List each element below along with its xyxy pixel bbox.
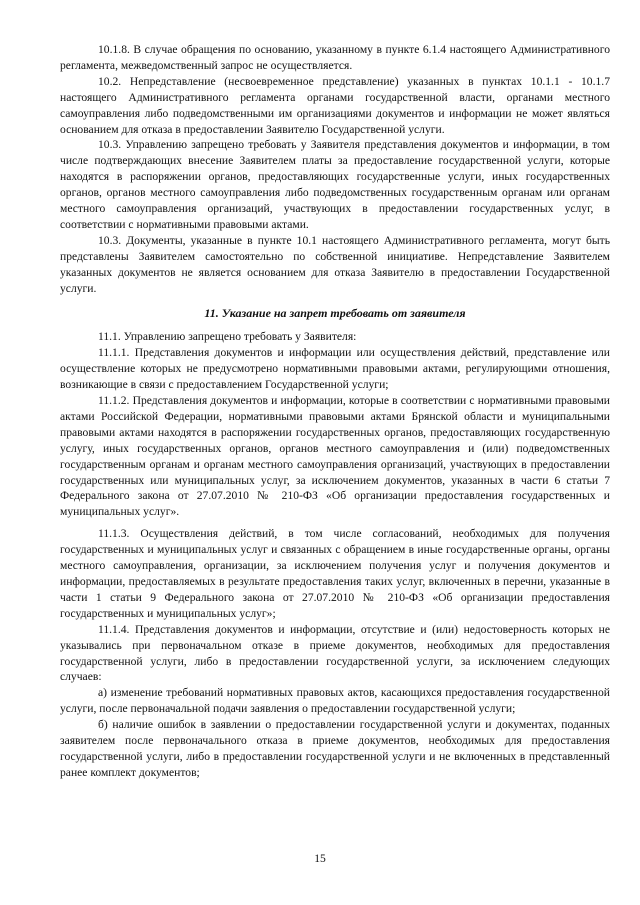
paragraph-10-3-a: 10.3. Управлению запрещено требовать у Заявителя представления документов и информации, в том числе подтверждающих внесение Заявителем платы за предоставление государственной услуги, которые находятся в распоряжении органов, предоставляющих государственные услуги, иных государственных органов, органов местного самоуправления либо подведомственных государственным органам или органам местного самоуправления организаций, участвующих в предоставлении государственных услуг, в соответствии с нормативными правовыми актами. [60,138,610,231]
paragraph-10-2: 10.2. Непредставление (несвоевременное представление) указанных в пунктах 10.1.1 - 10.1.7 настоящего Административного регламента органами государственной власти, органами местного самоуправления либо подведомственными им организациями документов и информации не может являться основанием для отказа в предоставлении Заявителю Государственной услуги. [60,74,610,136]
paragraph-10-3-b: 10.3. Документы, указанные в пункте 10.1 настоящего Административного регламента, могут быть представлены Заявителем самостоятельно по собственной инициативе. Непредставление Заявителем указанных документов не является основанием для отказа Заявителю в предоставлении Государственной услуги. [60,233,610,295]
document-page [60,42,610,781]
page-number: 15 [314,852,326,865]
paragraph-11-1-4: 11.1.4. Представления документов и информации, отсутствие и (или) недостоверность которых не указывались при первоначальном отказе в приеме документов, необходимых для предоставления государственной услуги, либо в предоставлении государственной услуги, за исключением следующих случаев: [60,622,610,684]
paragraph-11-1-1: 11.1.1. Представления документов и информации или осуществления действий, представление или осуществление которых не предусмотрено нормативными правовыми актами, регулирующими отношения, возникающие в связи с предоставлением Государственной услуги; [60,346,610,392]
paragraph-10-1-8: 10.1.8. В случае обращения по основанию, указанному в пункте 6.1.4 настоящего Административного регламента, межведомственный запрос не осуществляется. [60,43,610,72]
paragraph-11-1-3: 11.1.3. Осуществления действий, в том числе согласований, необходимых для получения государственных и муниципальных услуг и связанных с обращением в иные государственные органы, органы местного самоуправления, организации, за исключением получения услуг и получения документов и информации, предоставляемых в результате предоставления таких услуг, включенных в перечни, указанные в части 1 статьи 9 Федерального закона от 27.07.2010 № 210-ФЗ «Об организации предоставления государственных и муниципальных услуг»; [60,527,610,620]
paragraph-11-1: 11.1. Управлению запрещено требовать у Заявителя: [98,330,357,344]
list-item-a: а) изменение требований нормативных правовых актов, касающихся предоставления государственной услуги, после первоначальной подачи заявления о предоставлении государственной услуги; [60,686,610,716]
section-heading: 11. Указание на запрет требовать от заявителя [204,305,466,320]
list-item-b: б) наличие ошибок в заявлении о предоставлении государственной услуги и документах, поданных заявителем после первоначального отказа в приеме документов, необходимых для предоставления государственной услуги, либо в предоставлении государственной услуги и не включенных в представленный ранее комплект документов; [60,718,610,779]
paragraph-11-1-2: 11.1.2. Представления документов и информации, которые в соответствии с нормативными правовыми актами Российской Федерации, нормативными правовыми актами Брянской области и муниципальными правовыми актами находятся в распоряжении государственных органов, предоставляющих государственную услугу, иных государственных органов, органов местного самоуправления и (или) подведомственных государственным органам и органам местного самоуправления организаций, участвующих в предоставлении государственных или муниципальных услуг, за исключением документов, указанных в части 6 статьи 7 Федерального закона от 27.07.2010 № 210-ФЗ «Об организации предоставления государственных и муниципальных услуг». [60,394,610,519]
